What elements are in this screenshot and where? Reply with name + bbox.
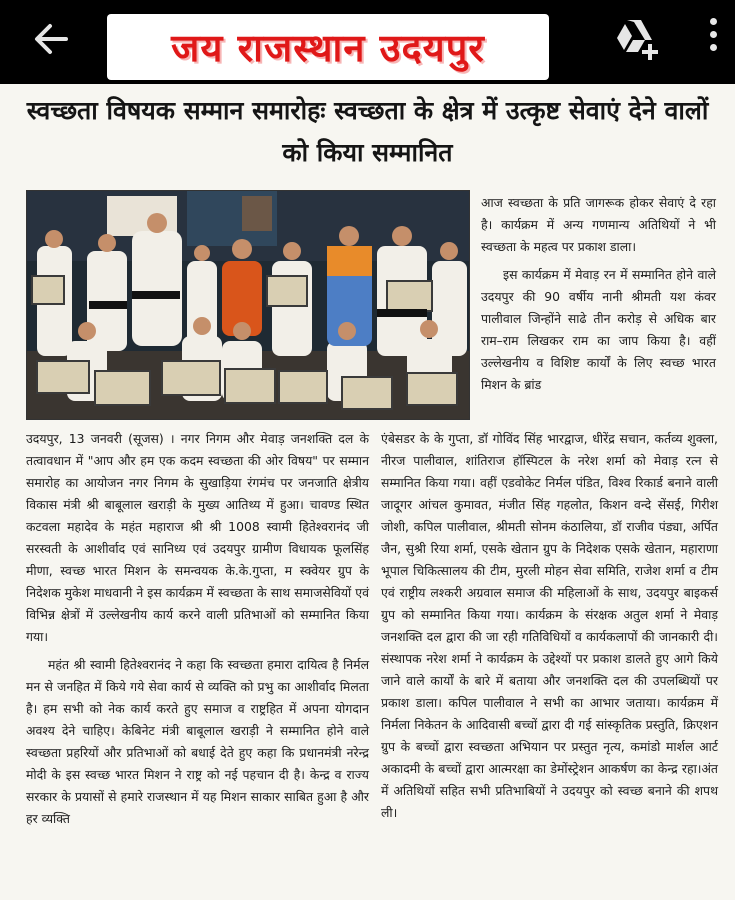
article-headline: स्वच्छता विषयक सम्मान समारोहः स्वच्छता के क्षेत्र में उत्कृष्ट सेवाएं देने वालों को किया सम्मानित xyxy=(26,96,709,167)
paragraph: महंत श्री स्वामी हितेश्वरानंद ने कहा कि स्वच्छता हमारा दायित्व है निर्मल मन से जनहित में किये गये सेवा कार्य से व्यक्ति को प्रभु का आशीर्वाद मिलता है। हम सभी को नेक कार्य करते हुए समाज व राष्ट्रहित में अपना योगदान अवश्य देने चाहिए। केबिनेट मंत्री बाबूलाल खराड़ी ने सम्मानित होने वाले स्वच्छता प्रहरियों और प्रतिभाओं को बधाई देते हुए कहा कि प्रधानमंत्री नरेन्द्र मोदी के इस स्वच्छ भारत मिशन ने राष्ट्र को नई पहचान दी है। केन्द्र व राज्य सरकार के प्रयासों से हमारे राजस्थान में यह मिशन साकार साबित हुआ है और हर व्यक्ति xyxy=(26,657,369,826)
paragraph: आज स्वच्छता के प्रति जागरूक होकर सेवाएं दे रहा है। कार्यक्रम में अन्य गणमान्य अतिथियों ने भी स्वच्छता के महत्व पर प्रकाश डाला। xyxy=(481,195,716,254)
article-column-left xyxy=(26,428,369,830)
paragraph: इस कार्यक्रम में मेवाड़ रन में सम्मानित होने वाले उदयपुर की 90 वर्षीय नानी श्रीमती यश कंवर पालीवाल जिन्होंने साढे तीन करोड़ से अधिक बार राम–राम लिखकर राम का जाप किया है। वहीं उल्लेखनीय व विशिष्ट कार्यों के लिए स्वच्छ भारत मिशन के ब्रांड xyxy=(481,267,716,392)
article-column-right xyxy=(381,428,718,824)
brand-title: जय राजस्थान उदयपुर xyxy=(107,14,549,80)
article-column-right-top xyxy=(481,192,716,396)
add-to-drive-icon[interactable] xyxy=(612,16,662,62)
back-arrow-icon[interactable] xyxy=(30,20,72,58)
paragraph: उदयपुर, 13 जनवरी (सूजस) । नगर निगम और मेवाड़ जनशक्ति दल के तत्वावधान में "आप और हम एक कदम स्वच्छता की ओर विषय" पर सम्मान समारोह का आयोजन नगर निगम के सुखाड़िया रंगमंच पर जनजाति क्षेत्रीय विकास मंत्री श्री बाबूलाल खराड़ी के मुख्य आतिथ्य में हुआ। चावण्ड स्थित कटवला महादेव के महंत महाराज श्री श्री 1008 स्वामी हितेश्वरानंद जी सरस्वती के आशीर्वाद एवं सानिध्य एवं उदयपुर ग्रामीण विधायक फूलसिंह मीणा, स्वच्छ भारत मिशन के समन्वयक के.के.गुप्ता, म स्क्वेयर ग्रुप के निदेशक मुकेश माधवानी ने इस कार्यक्रम में स्वच्छता के साथ समाजसेवियों एवं विभिन्न क्षेत्रों में उल्लेखनीय कार्य करने वाली प्रतिभाओं को सम्मानित किया गया। xyxy=(26,431,369,644)
event-photo xyxy=(26,190,470,420)
app-top-bar xyxy=(0,0,735,84)
paragraph: एंबेसडर के के गुप्ता, डॉ गोविंद सिंह भारद्वाज, धीरेंद्र सचान, कर्तव्य शुक्ला, नीरज पालीवाल, शांतिराज हॉस्पिटल के नरेश शर्मा को मेवाड़ रत्न से सम्मानित किया गया। वहीं एडवोकेट निर्मल पंडित, विश्व रिकार्ड बनाने वाली जादूगर आंचल कुमावत, मंजीत सिंह गहलोत, किशन वन्दे सेंसई, गिरीश जोशी, कपिल पालीवाल, श्रीमती सोनम कंठालिया, डॉ राजीव पंड्या, अर्पित जैन, सुश्री रिया शर्मा, एसके खेतान ग्रुप के निदेशक एसके खेतान, महाराणा भूपाल चिकित्सालय की टीम, मुरली मोहन सेवा समिति, राजेश शर्मा व टीम एवं राष्ट्रीय लश्करी अग्रवाल समाज की महिलाओं के साथ, उदयपुर बाइकर्स ग्रुप को सम्मानित किया गया। कार्यक्रम के संरक्षक अतुल शर्मा ने मेवाड़ जनशक्ति दल द्वारा की जा रही गतिविधियों व कार्यकलापों की जानकारी दी। संस्थापक नरेश शर्मा ने कार्यक्रम के उद्देश्यों पर प्रकाश डालते हुए आगे किये जाने वाले कार्यों के बारे में बताया और जनशक्ति दल की उपलब्धियों पर प्रकाश डाला। कपिल पालीवाल ने सभी का आभार जताया। कार्यक्रम में निर्मला निकेतन के आदिवासी बच्चों द्वारा दी गई सांस्कृतिक प्रस्तुति, क्रिएशन ग्रुप के बच्चों द्वारा स्वच्छता अभियान पर प्रस्तुत नृत्य, कमांडो मार्शल आर्ट अकादमी के बच्चों द्वारा आत्मरक्षा का डेमोंस्ट्रेशन आकर्षण का केन्द्र रहा।अंत में अतिथियों सहित सभी प्रतिभाबियों ने उदयपुर को स्वच्छ बनाने की शपथ ली। xyxy=(381,431,718,820)
more-vertical-icon[interactable] xyxy=(703,18,723,58)
